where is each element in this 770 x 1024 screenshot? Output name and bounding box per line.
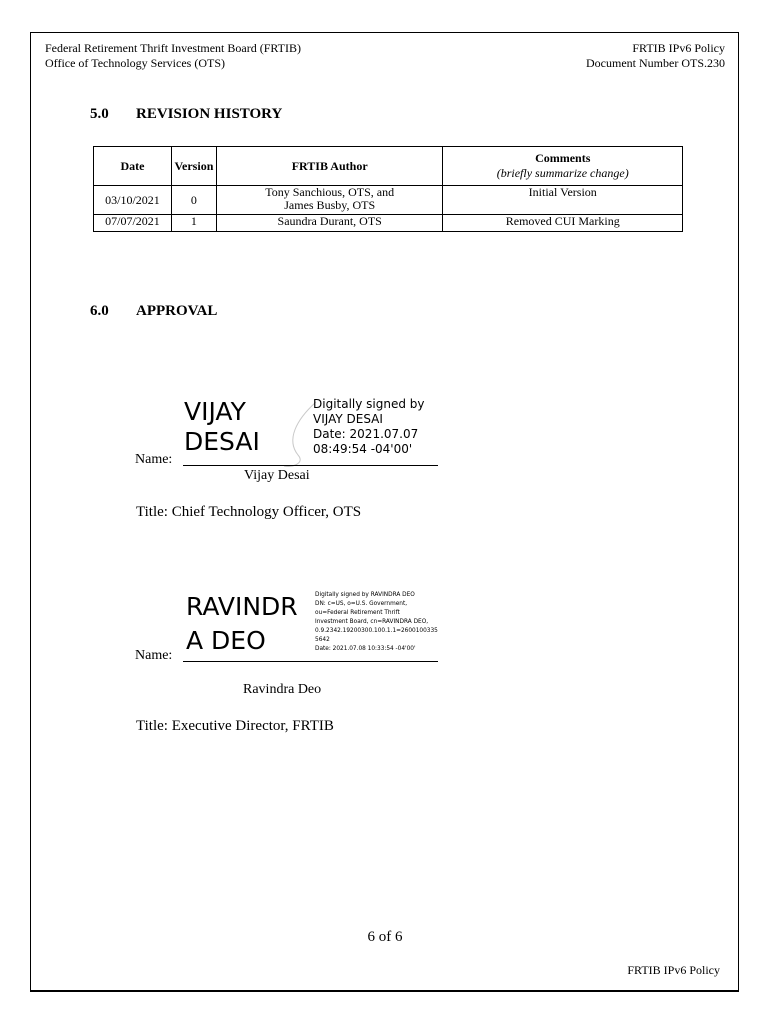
signature-detail: Date: 2021.07.07	[313, 427, 419, 441]
header-doc-line1: FRTIB IPv6 Policy	[632, 41, 725, 55]
signature-details-2	[315, 591, 438, 654]
cell-author	[216, 186, 443, 215]
signature-detail: ou=Federal Retirement Thrift	[315, 610, 400, 616]
column-header-author: FRTIB Author	[216, 147, 443, 186]
signature-detail: Digitally signed by RAVINDRA DEO	[315, 592, 415, 598]
column-header-comments	[443, 147, 683, 186]
signature-detail: DN: c=US, o=U.S. Government,	[315, 601, 408, 607]
revision-history-heading	[90, 106, 282, 123]
table-header-row	[94, 147, 683, 186]
name-label: Name:	[135, 452, 173, 467]
cell-version: 1	[171, 215, 216, 232]
signature-detail: 08:49:54 -04'00'	[313, 442, 413, 456]
column-header-version: Version	[171, 147, 216, 186]
section-title: APPROVAL	[136, 303, 218, 319]
header-doc-line2: Document Number OTS.230	[586, 56, 725, 70]
cell-date: 03/10/2021	[94, 186, 172, 215]
signer-title-2: Title: Executive Director, FRTIB	[136, 718, 334, 734]
comments-sublabel: (briefly summarize change)	[496, 166, 629, 180]
header-org-line2: Office of Technology Services (OTS)	[45, 56, 225, 70]
printed-name-1: Vijay Desai	[244, 468, 310, 483]
comments-label: Comments	[535, 151, 591, 165]
approval-heading	[90, 303, 217, 320]
header-org-line1: Federal Retirement Thrift Investment Board (FRTIB)	[45, 41, 301, 55]
signature-line1: RAVINDR	[186, 592, 298, 621]
signature-detail: 0.9.2342.19200300.100.1.1=2600100335	[315, 628, 438, 634]
cell-comments: Removed CUI Marking	[443, 215, 683, 232]
table-row	[94, 215, 683, 232]
signature-detail: Investment Board, cn=RAVINDRA DEO,	[315, 619, 429, 625]
author-line1: Tony Sanchious, OTS, and	[265, 185, 395, 199]
signer-title-1: Title: Chief Technology Officer, OTS	[136, 504, 362, 520]
signature-line	[183, 465, 438, 466]
cell-author: Saundra Durant, OTS	[216, 215, 443, 232]
section-number: 5.0	[90, 106, 109, 122]
signature-detail: 5642	[315, 637, 330, 643]
signature-name-1	[184, 397, 260, 457]
section-title: REVISION HISTORY	[136, 106, 283, 122]
table-row	[94, 186, 683, 215]
page-number: 6 of 6	[367, 929, 403, 945]
signature-detail: Digitally signed by	[313, 397, 425, 411]
name-label: Name:	[135, 648, 173, 663]
footer-doc-name: FRTIB IPv6 Policy	[627, 963, 720, 977]
signature-line1: VIJAY	[184, 397, 246, 426]
signature-line2: DESAI	[184, 427, 260, 456]
cell-version: 0	[171, 186, 216, 215]
signature-detail: VIJAY DESAI	[313, 412, 383, 426]
section-number: 6.0	[90, 303, 109, 319]
header-doc	[586, 41, 725, 71]
signature-details-1	[313, 397, 425, 457]
revision-table	[93, 146, 683, 232]
column-header-date: Date	[94, 147, 172, 186]
cell-comments: Initial Version	[443, 186, 683, 215]
printed-name-2: Ravindra Deo	[243, 682, 322, 697]
cell-date: 07/07/2021	[94, 215, 172, 232]
signature-line	[183, 661, 438, 662]
signature-line2: A DEO	[186, 626, 266, 655]
author-line2: James Busby, OTS	[284, 198, 376, 212]
signature-detail: Date: 2021.07.08 10:33:54 -04'00'	[315, 646, 416, 652]
signature-name-2	[186, 590, 298, 658]
header-org	[45, 41, 301, 71]
